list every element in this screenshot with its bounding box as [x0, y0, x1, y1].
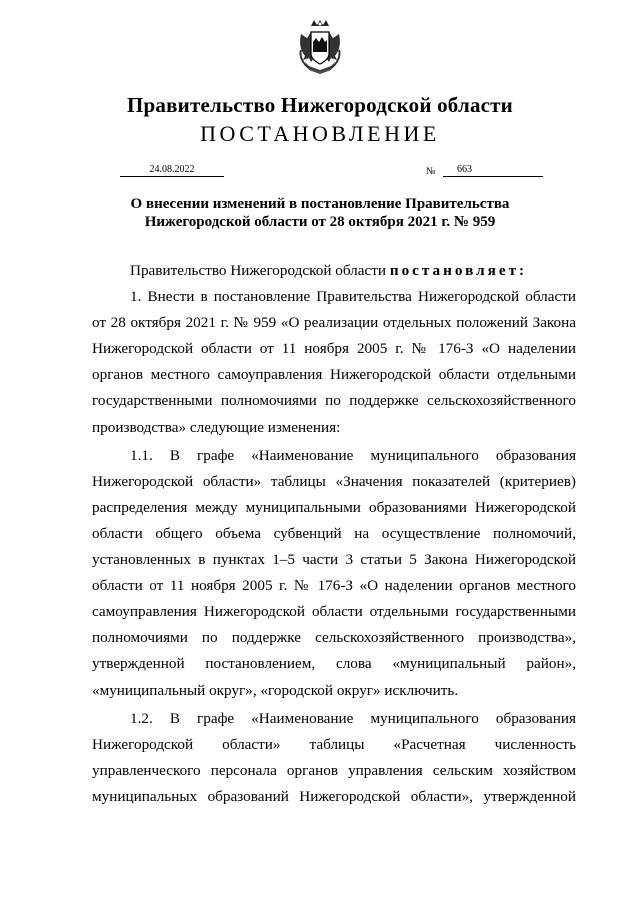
- document-body: [92, 258, 576, 810]
- document-type: ПОСТАНОВЛЕНИЕ: [200, 121, 440, 146]
- paragraph-1-1-line: утвержденной постановлением, слова «муниципальный район»,: [92, 655, 576, 673]
- paragraph-1-1-line: установленных в пунктах 1–5 части 3 статьи 5 Закона Нижегородской: [92, 551, 576, 569]
- paragraph-1-1-line: распределения между муниципальными образованиями Нижегородской: [92, 498, 576, 516]
- subject-line: Нижегородской области от 28 октября 2021 г. № 959: [144, 214, 496, 230]
- intro-text: Правительство Нижегородской области: [130, 262, 387, 279]
- intro-paragraph: [92, 258, 576, 284]
- paragraph-1-line: государственными полномочиями по поддержке сельскохозяйственного: [92, 392, 576, 410]
- paragraph-1-1-line: самоуправления Нижегородской области отдельными государственными: [92, 603, 576, 621]
- paragraph-1-2-line: Нижегородской области» таблицы «Расчетная численность: [92, 735, 576, 753]
- document-number: 663: [443, 164, 543, 177]
- paragraph-1-line: 1. Внести в постановление Правительства Нижегородской области: [130, 288, 576, 306]
- paragraph-1-1-line: Нижегородской области» таблицы «Значения показателей (критериев): [92, 472, 576, 490]
- paragraph-1-2-line: управленческого персонала органов управления сельским хозяйством: [92, 761, 576, 779]
- intro-verb: постановляет:: [389, 262, 528, 279]
- paragraph-1-line: от 28 октября 2021 г. № 959 «О реализации отдельных положений Закона: [92, 314, 576, 332]
- government-name: Правительство Нижегородской области: [127, 93, 513, 117]
- paragraph-1-2-line: 1.2. В графе «Наименование муниципального образования: [130, 709, 576, 727]
- document-subject: [0, 195, 640, 231]
- paragraph-1-line: Нижегородской области от 11 ноября 2005 г. № 176-З «О наделении: [92, 340, 576, 358]
- paragraph-1-1-line: 1.1. В графе «Наименование муниципального образования: [130, 446, 576, 464]
- paragraph-1-2-line: муниципальных образований Нижегородской области», утвержденной: [92, 787, 576, 805]
- coat-of-arms-emblem: [297, 20, 343, 76]
- paragraph-1-1-line: полномочиями по поддержке сельскохозяйственного производства»,: [92, 629, 576, 647]
- paragraph-1-line: производства» следующие изменения:: [92, 418, 341, 436]
- number-sign: №: [426, 166, 436, 177]
- subject-line: О внесении изменений в постановление Правительства: [130, 196, 510, 212]
- paragraph-1-1-line: «муниципальный округ», «городской округ» исключить.: [92, 681, 459, 699]
- paragraph-1-1-line: области от 11 ноября 2005 г. № 176-З «О наделении органов местного: [92, 577, 576, 595]
- paragraph-1-1-line: области общего объема субвенций на осуществление полномочий,: [92, 524, 576, 542]
- document-date: 24.08.2022: [120, 164, 224, 177]
- paragraph-1-line: органов местного самоуправления Нижегородской области отдельными: [92, 366, 576, 384]
